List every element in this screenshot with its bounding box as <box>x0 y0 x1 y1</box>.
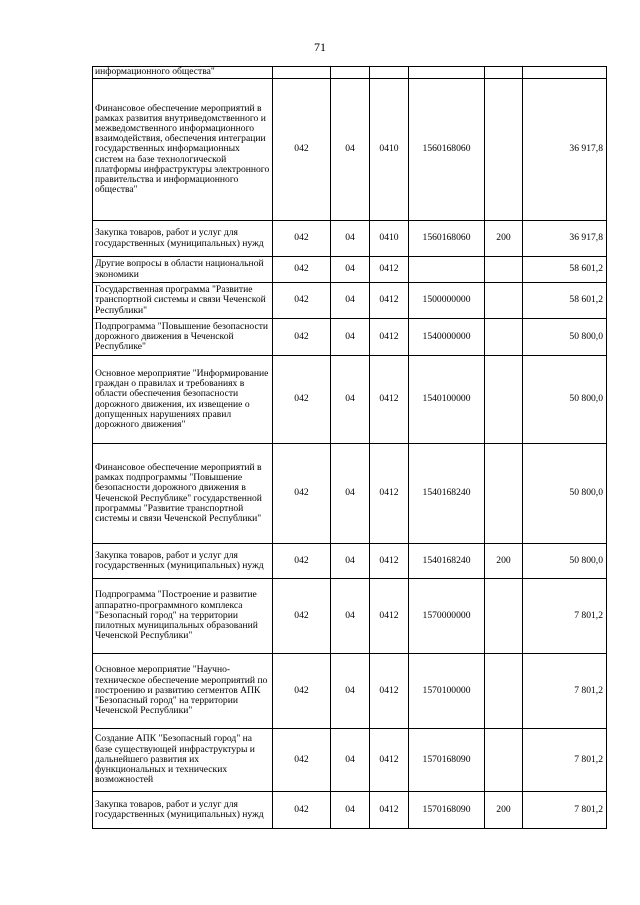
section-code-cell: 04 <box>331 319 370 356</box>
item-name-cell: Основное мероприятие "Информирование граждан о правилах и требованиях в области обеспечения безопасности дорожного движения, их извещение о допущенных нарушениях правил дорожного движения" <box>93 356 273 444</box>
table-row <box>93 544 607 579</box>
target-article-cell: 1560168060 <box>409 79 485 221</box>
amount-cell <box>523 67 607 79</box>
target-article-cell: 1560168060 <box>409 221 485 257</box>
section-code-cell: 04 <box>331 356 370 444</box>
table-row <box>93 792 607 829</box>
table-row <box>93 654 607 729</box>
amount-cell: 58 601,2 <box>523 257 607 283</box>
amount-cell: 36 917,8 <box>523 221 607 257</box>
amount-cell: 50 800,0 <box>523 356 607 444</box>
amount-cell: 7 801,2 <box>523 792 607 829</box>
table-row <box>93 67 607 79</box>
target-article-cell: 1570168090 <box>409 729 485 792</box>
subsection-code-cell <box>370 67 409 79</box>
amount-cell: 50 800,0 <box>523 319 607 356</box>
target-article-cell: 1570100000 <box>409 654 485 729</box>
subsection-code-cell: 0412 <box>370 544 409 579</box>
item-name-cell: Финансовое обеспечение мероприятий в рамках подпрограммы "Повышение безопасности дорожного движения в Чеченской Республике" государственной программы "Развитие транспортной системы и связи Чеченской Республики" <box>93 444 273 544</box>
target-article-cell: 1540100000 <box>409 356 485 444</box>
subsection-code-cell: 0412 <box>370 579 409 654</box>
ministry-code-cell: 042 <box>273 79 331 221</box>
ministry-code-cell <box>273 67 331 79</box>
item-name-cell: Государственная программа "Развитие транспортной системы и связи Чеченской Республики" <box>93 283 273 319</box>
expense-type-cell <box>485 283 523 319</box>
ministry-code-cell: 042 <box>273 221 331 257</box>
page-number: 71 <box>314 40 326 54</box>
section-code-cell: 04 <box>331 257 370 283</box>
subsection-code-cell: 0412 <box>370 792 409 829</box>
section-code-cell: 04 <box>331 221 370 257</box>
item-name-cell: Закупка товаров, работ и услуг для государственных (муниципальных) нужд <box>93 544 273 579</box>
table-row <box>93 579 607 654</box>
table-row <box>93 221 607 257</box>
subsection-code-cell: 0412 <box>370 444 409 544</box>
subsection-code-cell: 0412 <box>370 257 409 283</box>
ministry-code-cell: 042 <box>273 544 331 579</box>
item-name-cell: Финансовое обеспечение мероприятий в рамках развития внутриведомственного и межведомственного информационного взаимодействия, обеспечения интеграции государственных информационных систем на базе технологической платформы инфраструктуры электронного правительства и информационного общества" <box>93 79 273 221</box>
section-code-cell <box>331 67 370 79</box>
expense-type-cell <box>485 579 523 654</box>
amount-cell: 7 801,2 <box>523 729 607 792</box>
target-article-cell <box>409 257 485 283</box>
expense-type-cell <box>485 257 523 283</box>
subsection-code-cell: 0412 <box>370 319 409 356</box>
item-name-cell: информационного общества" <box>93 67 273 79</box>
item-name-cell: Создание АПК "Безопасный город" на базе существующей инфраструктуры и дальнейшего развития их функциональных и технических возможностей <box>93 729 273 792</box>
amount-cell: 50 800,0 <box>523 544 607 579</box>
budget-table <box>92 66 607 829</box>
ministry-code-cell: 042 <box>273 444 331 544</box>
section-code-cell: 04 <box>331 283 370 319</box>
ministry-code-cell: 042 <box>273 579 331 654</box>
table-row <box>93 79 607 221</box>
section-code-cell: 04 <box>331 654 370 729</box>
amount-cell: 7 801,2 <box>523 654 607 729</box>
item-name-cell: Другие вопросы в области национальной экономики <box>93 257 273 283</box>
table-row <box>93 319 607 356</box>
expense-type-cell <box>485 356 523 444</box>
target-article-cell: 1570168090 <box>409 792 485 829</box>
ministry-code-cell: 042 <box>273 319 331 356</box>
amount-cell: 36 917,8 <box>523 79 607 221</box>
ministry-code-cell: 042 <box>273 283 331 319</box>
item-name-cell: Закупка товаров, работ и услуг для государственных (муниципальных) нужд <box>93 221 273 257</box>
table-row <box>93 444 607 544</box>
amount-cell: 7 801,2 <box>523 579 607 654</box>
target-article-cell: 1500000000 <box>409 283 485 319</box>
expense-type-cell <box>485 444 523 544</box>
table-row <box>93 356 607 444</box>
target-article-cell: 1540000000 <box>409 319 485 356</box>
item-name-cell: Закупка товаров, работ и услуг для государственных (муниципальных) нужд <box>93 792 273 829</box>
expense-type-cell <box>485 654 523 729</box>
amount-cell: 58 601,2 <box>523 283 607 319</box>
item-name-cell: Подпрограмма "Построение и развитие аппаратно-программного комплекса "Безопасный город" на территории пилотных муниципальных образований Чеченской Республики" <box>93 579 273 654</box>
ministry-code-cell: 042 <box>273 257 331 283</box>
section-code-cell: 04 <box>331 579 370 654</box>
target-article-cell: 1570000000 <box>409 579 485 654</box>
ministry-code-cell: 042 <box>273 792 331 829</box>
ministry-code-cell: 042 <box>273 356 331 444</box>
target-article-cell <box>409 67 485 79</box>
subsection-code-cell: 0412 <box>370 356 409 444</box>
expense-type-cell <box>485 729 523 792</box>
expense-type-cell <box>485 319 523 356</box>
target-article-cell: 1540168240 <box>409 444 485 544</box>
section-code-cell: 04 <box>331 544 370 579</box>
table-row <box>93 257 607 283</box>
expense-type-cell: 200 <box>485 792 523 829</box>
item-name-cell: Основное мероприятие "Научно-техническое обеспечение мероприятий по построению и развитию сегментов АПК "Безопасный город" на территории Чеченской Республики" <box>93 654 273 729</box>
subsection-code-cell: 0410 <box>370 79 409 221</box>
section-code-cell: 04 <box>331 729 370 792</box>
expense-type-cell: 200 <box>485 544 523 579</box>
expense-type-cell <box>485 79 523 221</box>
table-row <box>93 283 607 319</box>
ministry-code-cell: 042 <box>273 654 331 729</box>
subsection-code-cell: 0412 <box>370 283 409 319</box>
section-code-cell: 04 <box>331 792 370 829</box>
subsection-code-cell: 0412 <box>370 654 409 729</box>
expense-type-cell: 200 <box>485 221 523 257</box>
section-code-cell: 04 <box>331 79 370 221</box>
ministry-code-cell: 042 <box>273 729 331 792</box>
subsection-code-cell: 0412 <box>370 729 409 792</box>
section-code-cell: 04 <box>331 444 370 544</box>
target-article-cell: 1540168240 <box>409 544 485 579</box>
table-row <box>93 729 607 792</box>
subsection-code-cell: 0410 <box>370 221 409 257</box>
item-name-cell: Подпрограмма "Повышение безопасности дорожного движения в Чеченской Республике" <box>93 319 273 356</box>
expense-type-cell <box>485 67 523 79</box>
amount-cell: 50 800,0 <box>523 444 607 544</box>
